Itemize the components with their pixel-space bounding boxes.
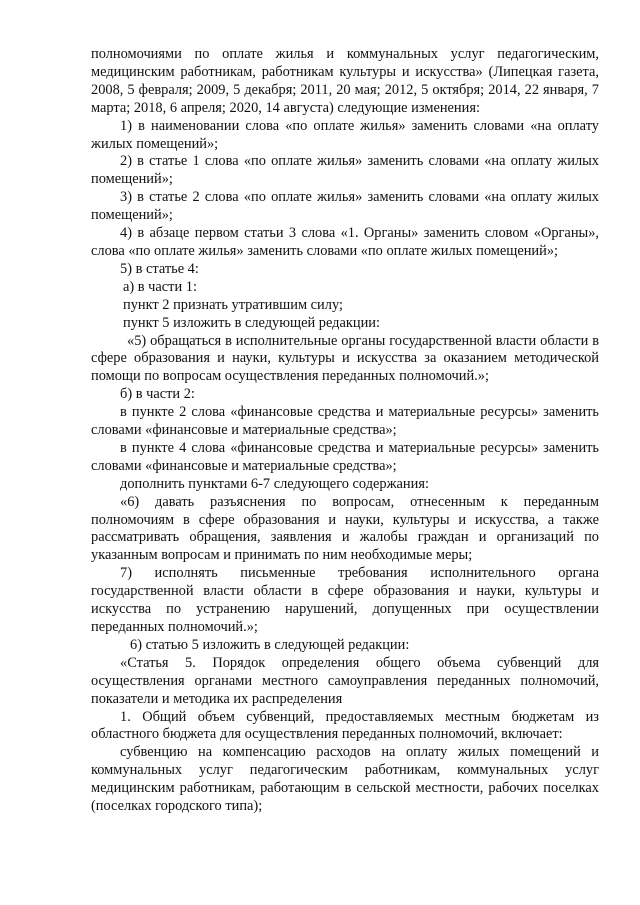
paragraph-item-5a-point-5: пункт 5 изложить в следующей редакции: [123, 314, 380, 331]
paragraph-article-5-part-1: 1. Общий объем субвенций, предоставляемых местным бюджетам из областного бюджета для осуществления переданных полномочий, включает: [91, 708, 599, 743]
paragraph-item-5b-add-points: дополнить пунктами 6-7 следующего содержания: [120, 475, 429, 492]
paragraph-quote-point-7: 7) исполнять письменные требования исполнительного органа государственной власти области в сфере образования и науки, культуры и искусства по устранению нарушений, допущенных при осуществлении переданных полномочий.»; [91, 565, 599, 635]
document-body [91, 46, 599, 816]
paragraph-item-2: 2) в статье 1 слова «по оплате жилья» заменить словами «на оплату жилых помещений»; [91, 153, 599, 188]
paragraph-article-5-subvention: субвенцию на компенсацию расходов на оплату жилых помещений и коммунальных услуг педагогическим работникам, коммунальных услуг медицинским работникам, работающим в сельской местности, рабочих поселках (поселках городского типа); [91, 744, 599, 815]
paragraph-item-5b-point-2: в пункте 2 слова «финансовые средства и материальные ресурсы» заменить словами «финансовые и материальные средства»; [91, 404, 599, 439]
paragraph-item-5a-point-2: пункт 2 признать утратившим силу; [123, 296, 343, 313]
paragraph-item-5: 5) в статье 4: [120, 260, 199, 277]
paragraph-item-5b: б) в части 2: [120, 386, 195, 403]
paragraph-item-1: 1) в наименовании слова «по оплате жилья» заменить словами «на оплату жилых помещений»; [91, 117, 599, 152]
paragraph-item-5a: а) в части 1: [123, 278, 197, 295]
paragraph-item-5b-point-4: в пункте 4 слова «финансовые средства и материальные ресурсы» заменить словами «финансовые и материальные средства»; [91, 439, 599, 474]
paragraph-quote-point-6: «6) давать разъяснения по вопросам, отнесенным к переданным полномочиям в сфере образования и науки, культуры и искусства, а также рассматривать обращения, заявления и жалобы граждан и организаций по указанным вопросам и принимать по ним необходимые меры; [91, 493, 599, 564]
paragraph-item-3: 3) в статье 2 слова «по оплате жилья» заменить словами «на оплату жилых помещений»; [91, 189, 599, 224]
paragraph-item-6: 6) статью 5 изложить в следующей редакции: [130, 636, 410, 653]
paragraph-intro-continuation: полномочиями по оплате жилья и коммунальных услуг педагогическим, медицинским работникам, работникам культуры и искусства» (Липецкая газета, 2008, 5 февраля; 2009, 5 декабря; 2011, 20 мая; 2012, 5 октября; 2014, 22 января, 7 марта; 2018, 6 апреля; 2020, 14 августа) следующие изменения: [91, 46, 599, 116]
paragraph-quote-point-5: «5) обращаться в исполнительные органы государственной власти области в сфере образования и науки, культуры и искусства за оказанием методической помощи по вопросам осуществления переданных полномочий.»; [91, 332, 599, 385]
paragraph-item-4: 4) в абзаце первом статьи 3 слова «1. Органы» заменить словом «Органы», слова «по оплате жилья» заменить словами «по оплате жилых помещений»; [91, 225, 599, 259]
paragraph-article-5-title: «Статья 5. Порядок определения общего объема субвенций для осуществления органами местного самоуправления переданных полномочий, показатели и методика их распределения [91, 654, 599, 707]
